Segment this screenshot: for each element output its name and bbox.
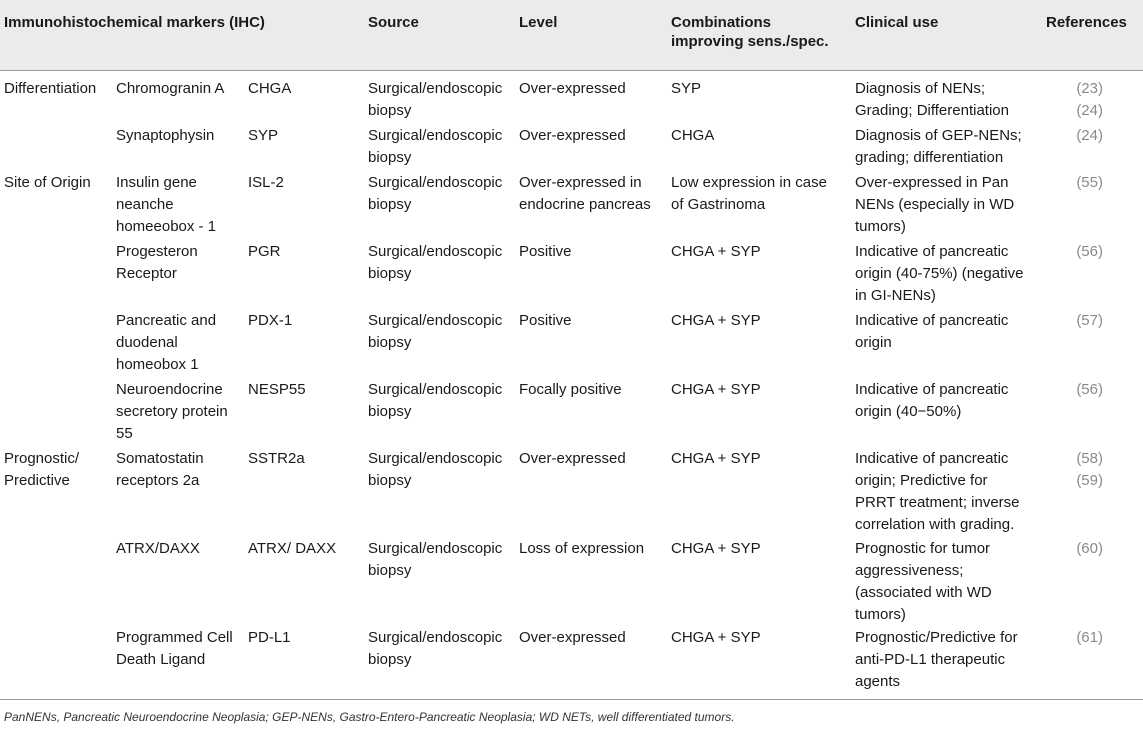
header-source: Source (368, 14, 419, 31)
marker-name (116, 172, 216, 238)
clinical-use-cell (855, 241, 1023, 307)
marker-name (116, 241, 198, 285)
source-cell-line: biopsy (368, 196, 412, 213)
clinical-use-cell-line: NENs (especially in WD (855, 196, 1015, 213)
references-cell-line: (56) (1076, 381, 1103, 398)
clinical-use-cell (855, 172, 1014, 238)
source-cell-line: biopsy (368, 403, 412, 420)
level-cell-line: Over-expressed (519, 450, 626, 467)
references-cell (1076, 78, 1103, 122)
group-label (4, 172, 91, 194)
gene-symbol: PD-L1 (248, 629, 291, 646)
level-cell-line: Over-expressed (519, 629, 626, 646)
level-cell-line: Over-expressed (519, 127, 626, 144)
level-cell (519, 310, 572, 332)
source-cell (368, 627, 502, 671)
clinical-use-cell-line: grading; differentiation (855, 149, 1004, 166)
source-cell-line: Surgical/endoscopic (368, 450, 503, 467)
header-references: References (1046, 14, 1127, 31)
combination-cell (671, 78, 701, 100)
gene-symbol: CHGA (248, 80, 292, 97)
marker-name-line: Neuroendocrine (116, 381, 223, 398)
clinical-use-cell-line: tumors) (855, 218, 906, 235)
combination-cell (671, 241, 761, 263)
group-label (4, 448, 79, 492)
clinical-use-cell-line: in GI-NENs) (855, 287, 936, 304)
marker-name-line: Synaptophysin (116, 127, 215, 144)
clinical-use-cell-line: Indicative of pancreatic (855, 243, 1009, 260)
references-cell-line: (60) (1076, 540, 1103, 557)
clinical-use-cell-line: tumors) (855, 606, 906, 623)
clinical-use-cell (855, 125, 1022, 169)
clinical-use-cell-line: Indicative of pancreatic (855, 381, 1009, 398)
header-clinical-use: Clinical use (855, 14, 939, 31)
references-cell-line: (55) (1076, 174, 1103, 191)
references-cell-line: (57) (1076, 312, 1103, 329)
level-cell (519, 172, 651, 216)
source-cell-line: biopsy (368, 651, 412, 668)
clinical-use-cell-line: Indicative of pancreatic (855, 312, 1009, 329)
references-cell-line: (56) (1076, 243, 1103, 260)
references-cell (1076, 448, 1103, 492)
source-cell (368, 448, 502, 492)
combination-cell-line: of Gastrinoma (671, 196, 766, 213)
combination-cell (671, 172, 827, 216)
header-combinations-line: improving sens./spec. (671, 33, 829, 50)
combination-cell-line: CHGA + SYP (671, 629, 761, 646)
references-cell-line: (23) (1076, 80, 1103, 97)
level-cell (519, 125, 626, 147)
group-label-line: Prognostic/ (4, 450, 80, 467)
table-footnote: PanNENs, Pancreatic Neuroendocrine Neoplasia; GEP-NENs, Gastro-Entero-Pancreatic Neoplasia; WD NETs, well differentiated tumors. (4, 710, 735, 724)
source-cell-line: Surgical/endoscopic (368, 629, 503, 646)
level-cell (519, 241, 572, 263)
marker-name-line: receptors 2a (116, 472, 200, 489)
source-cell-line: biopsy (368, 472, 412, 489)
clinical-use-cell-line: Prognostic for tumor (855, 540, 991, 557)
level-cell-line: Positive (519, 243, 572, 260)
marker-name-line: homeobox 1 (116, 356, 199, 373)
marker-name (116, 448, 204, 492)
clinical-use-cell (855, 379, 1008, 423)
combination-cell-line: SYP (671, 80, 702, 97)
combination-cell-line: Low expression in case (671, 174, 827, 191)
header-ihc: Immunohistochemical markers (IHC) (4, 14, 265, 31)
source-cell (368, 172, 502, 216)
level-cell-line: Over-expressed (519, 80, 626, 97)
clinical-use-cell-line: aggressiveness; (855, 562, 964, 579)
clinical-use-cell (855, 310, 1008, 354)
marker-name-line: duodenal (116, 334, 178, 351)
source-cell-line: Surgical/endoscopic (368, 127, 503, 144)
clinical-use-cell-line: Indicative of pancreatic (855, 450, 1009, 467)
references-cell-line: (24) (1076, 127, 1103, 144)
table-header (0, 0, 1143, 71)
source-cell-line: Surgical/endoscopic (368, 243, 503, 260)
marker-name-line: Receptor (116, 265, 177, 282)
gene-symbol: ISL-2 (248, 174, 284, 191)
clinical-use-cell (855, 78, 1009, 122)
clinical-use-cell-line: PRRT treatment; inverse (855, 494, 1020, 511)
references-cell (1076, 125, 1103, 147)
clinical-use-cell-line: anti-PD-L1 therapeutic (855, 651, 1006, 668)
marker-name-line: Pancreatic and (116, 312, 217, 329)
marker-name (116, 379, 228, 445)
marker-name (116, 538, 200, 560)
references-cell (1076, 379, 1103, 401)
clinical-use-cell-line: Over-expressed in Pan (855, 174, 1009, 191)
gene-symbol: NESP55 (248, 381, 306, 398)
gene-symbol: PGR (248, 243, 281, 260)
clinical-use-cell-line: Diagnosis of NENs; (855, 80, 986, 97)
group-label (4, 78, 96, 100)
source-cell (368, 538, 502, 582)
references-cell (1076, 241, 1103, 263)
clinical-use-cell-line: Grading; Differentiation (855, 102, 1009, 119)
level-cell-line: Over-expressed in (519, 174, 642, 191)
level-cell (519, 538, 644, 560)
references-cell-line: (24) (1076, 102, 1103, 119)
combination-cell (671, 627, 761, 649)
clinical-use-cell-line: origin; Predictive for (855, 472, 988, 489)
references-cell-line: (61) (1076, 629, 1103, 646)
combination-cell (671, 379, 761, 401)
combination-cell (671, 310, 761, 332)
source-cell-line: Surgical/endoscopic (368, 80, 503, 97)
source-cell-line: biopsy (368, 102, 412, 119)
marker-name-line: 55 (116, 425, 133, 442)
level-cell (519, 448, 626, 470)
marker-name-line: neanche (116, 196, 174, 213)
level-cell (519, 379, 622, 401)
source-cell-line: biopsy (368, 334, 412, 351)
marker-name-line: Programmed Cell (116, 629, 233, 646)
combination-cell-line: CHGA (671, 127, 715, 144)
combination-cell-line: CHGA + SYP (671, 450, 761, 467)
marker-name (116, 627, 233, 671)
references-cell (1076, 538, 1103, 560)
clinical-use-cell-line: correlation with grading. (855, 516, 1015, 533)
level-cell (519, 78, 626, 100)
combination-cell (671, 448, 761, 470)
marker-name-line: Progesteron (116, 243, 198, 260)
clinical-use-cell-line: origin (40−50%) (855, 403, 962, 420)
source-cell (368, 310, 502, 354)
clinical-use-cell (855, 538, 992, 626)
gene-symbol: SYP (248, 127, 279, 144)
clinical-use-cell-line: origin (855, 334, 892, 351)
level-cell-line: endocrine pancreas (519, 196, 651, 213)
group-label-line: Differentiation (4, 80, 97, 97)
combination-cell-line: CHGA + SYP (671, 381, 761, 398)
clinical-use-cell-line: Diagnosis of GEP-NENs; (855, 127, 1022, 144)
references-cell (1076, 627, 1103, 649)
marker-name-line: secretory protein (116, 403, 228, 420)
group-label-line: Site of Origin (4, 174, 91, 191)
gene-symbol: PDX-1 (248, 312, 293, 329)
clinical-use-cell-line: Prognostic/Predictive for (855, 629, 1018, 646)
source-cell-line: biopsy (368, 265, 412, 282)
source-cell (368, 125, 502, 169)
references-cell (1076, 310, 1103, 332)
source-cell (368, 78, 502, 122)
combination-cell (671, 125, 714, 147)
source-cell-line: biopsy (368, 149, 412, 166)
references-cell-line: (59) (1076, 472, 1103, 489)
combination-cell-line: CHGA + SYP (671, 243, 761, 260)
level-cell (519, 627, 626, 649)
level-cell-line: Loss of expression (519, 540, 645, 557)
source-cell (368, 241, 502, 285)
marker-name-line: Insulin gene (116, 174, 197, 191)
marker-name-line: ATRX/DAXX (116, 540, 200, 557)
clinical-use-cell-line: origin (40-75%) (negative (855, 265, 1024, 282)
table-bottom-rule (0, 699, 1143, 700)
level-cell-line: Positive (519, 312, 572, 329)
source-cell-line: Surgical/endoscopic (368, 381, 503, 398)
level-cell-line: Focally positive (519, 381, 622, 398)
clinical-use-cell-line: (associated with WD (855, 584, 992, 601)
source-cell-line: biopsy (368, 562, 412, 579)
source-cell-line: Surgical/endoscopic (368, 174, 503, 191)
header-combinations-line: Combinations (671, 14, 771, 31)
references-cell-line: (58) (1076, 450, 1103, 467)
combination-cell-line: CHGA + SYP (671, 312, 761, 329)
marker-name (116, 125, 214, 147)
marker-name (116, 78, 224, 100)
marker-name (116, 310, 216, 376)
header-level: Level (519, 14, 558, 31)
source-cell-line: Surgical/endoscopic (368, 312, 503, 329)
marker-name-line: Somatostatin (116, 450, 204, 467)
references-cell (1076, 172, 1103, 194)
clinical-use-cell (855, 627, 1018, 693)
gene-symbol: ATRX/ DAXX (248, 540, 337, 557)
marker-name-line: homeeobox - 1 (116, 218, 217, 235)
source-cell-line: Surgical/endoscopic (368, 540, 503, 557)
group-label-line: Predictive (4, 472, 70, 489)
marker-name-line: Death Ligand (116, 651, 206, 668)
source-cell (368, 379, 502, 423)
marker-name-line: Chromogranin A (116, 80, 225, 97)
combination-cell (671, 538, 761, 560)
clinical-use-cell-line: agents (855, 673, 901, 690)
clinical-use-cell (855, 448, 1020, 536)
gene-symbol: SSTR2a (248, 450, 305, 467)
header-combinations (671, 13, 829, 51)
combination-cell-line: CHGA + SYP (671, 540, 761, 557)
